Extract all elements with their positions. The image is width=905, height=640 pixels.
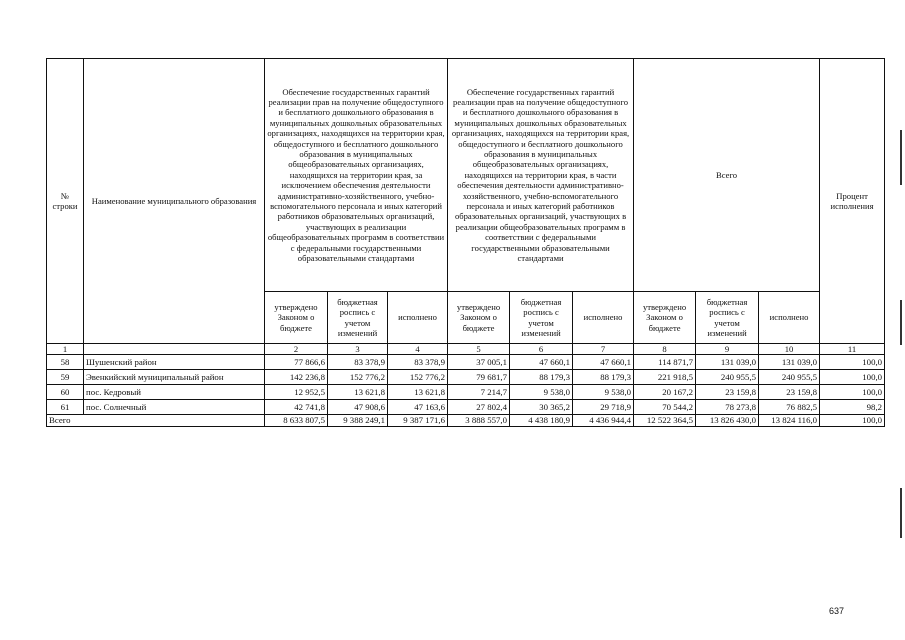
total-value: 8 633 807,5 [265, 415, 328, 426]
cell-value: 131 039,0 [696, 355, 759, 370]
column-number: 9 [696, 344, 759, 355]
cell-percent: 100,0 [820, 385, 885, 400]
cell-value: 23 159,8 [759, 385, 820, 400]
total-value: 13 824 116,0 [759, 415, 820, 426]
column-number: 8 [634, 344, 696, 355]
row-number: 61 [47, 400, 84, 415]
cell-value: 29 718,9 [573, 400, 634, 415]
header-group-preschool-guarantees: Обеспечение государственных гарантий реализации прав на получение общедоступного и бесплатного дошкольного образования в муниципальных дошкольных образовательных организациях, находящихся на территории края, общедоступного и бесплатного дошкольного образования в муниципальных общеобразовательных организациях, находящихся на территории края, за исключением обеспечения деятельности административно-хозяйственного, учебно-вспомогательного персонала и иных категорий работников образовательных организаций, участвующих в реализации общеобразовательных программ в соответствии с федеральными государственными образовательными стандартами [265, 59, 448, 292]
cell-value: 88 179,3 [510, 370, 573, 385]
subheader-approved: утверждено Законом о бюджете [265, 292, 328, 344]
budget-execution-table [46, 58, 885, 427]
municipality-name: пос. Кедровый [84, 385, 265, 400]
cell-value: 13 621,8 [388, 385, 448, 400]
header-group-total: Всего [634, 59, 820, 292]
cell-value: 78 273,8 [696, 400, 759, 415]
column-number: 7 [573, 344, 634, 355]
header-row-number: № строки [47, 59, 84, 344]
page-number: 637 [829, 606, 845, 616]
header-group-support-staff: Обеспечение государственных гарантий реализации прав на получение общедоступного и бесплатного дошкольного образования в муниципальных дошкольных образовательных организациях, находящихся на территории края, общедоступного и бесплатного дошкольного образования в муниципальных общеобразовательных организациях, находящихся на территории края, в части обеспечения деятельности административно-хозяйственного, учебно-вспомогательного персонала и иных категорий работников образовательных организаций, участвующих в реализации общеобразовательных программ в соответствии с федеральными государственными образовательными стандартами [448, 59, 634, 292]
total-value: 12 522 364,5 [634, 415, 696, 426]
subheader-executed: исполнено [388, 292, 448, 344]
scan-edge-mark [900, 300, 902, 345]
cell-value: 13 621,8 [328, 385, 388, 400]
cell-value: 27 802,4 [448, 400, 510, 415]
column-number-row [47, 344, 885, 355]
cell-value: 9 538,0 [573, 385, 634, 400]
row-number: 59 [47, 370, 84, 385]
total-value: 9 387 171,6 [388, 415, 448, 426]
cell-value: 23 159,8 [696, 385, 759, 400]
table-row [47, 400, 885, 415]
cell-value: 88 179,3 [573, 370, 634, 385]
table-row [47, 370, 885, 385]
subheader-approved: утверждено Законом о бюджете [634, 292, 696, 344]
municipality-name: пос. Солнечный [84, 400, 265, 415]
header-execution-percent: Процент исполнения [820, 59, 885, 344]
total-row [47, 415, 885, 426]
subheader-budget-schedule: бюджетная роспись с учетом изменений [328, 292, 388, 344]
cell-value: 79 681,7 [448, 370, 510, 385]
cell-value: 152 776,2 [328, 370, 388, 385]
municipality-name: Шушенский район [84, 355, 265, 370]
cell-value: 76 882,5 [759, 400, 820, 415]
cell-value: 47 908,6 [328, 400, 388, 415]
scan-edge-mark [900, 488, 902, 538]
total-label: Всего [47, 415, 265, 426]
cell-percent: 100,0 [820, 370, 885, 385]
cell-value: 142 236,8 [265, 370, 328, 385]
header-municipality-name: Наименование муниципального образования [84, 59, 265, 344]
total-value: 3 888 557,0 [448, 415, 510, 426]
cell-value: 152 776,2 [388, 370, 448, 385]
cell-value: 42 741,8 [265, 400, 328, 415]
column-number: 2 [265, 344, 328, 355]
column-number: 6 [510, 344, 573, 355]
cell-value: 221 918,5 [634, 370, 696, 385]
subheader-approved: утверждено Законом о бюджете [448, 292, 510, 344]
subheader-budget-schedule: бюджетная роспись с учетом изменений [696, 292, 759, 344]
scan-edge-mark [900, 130, 902, 185]
cell-value: 47 660,1 [510, 355, 573, 370]
cell-value: 47 660,1 [573, 355, 634, 370]
column-number: 1 [47, 344, 84, 355]
total-value: 4 436 944,4 [573, 415, 634, 426]
total-value: 13 826 430,0 [696, 415, 759, 426]
cell-value: 7 214,7 [448, 385, 510, 400]
column-number [84, 344, 265, 355]
cell-value: 77 866,6 [265, 355, 328, 370]
cell-value: 114 871,7 [634, 355, 696, 370]
column-number: 3 [328, 344, 388, 355]
total-value: 9 388 249,1 [328, 415, 388, 426]
column-number: 10 [759, 344, 820, 355]
cell-value: 70 544,2 [634, 400, 696, 415]
cell-value: 240 955,5 [759, 370, 820, 385]
row-number: 60 [47, 385, 84, 400]
cell-percent: 100,0 [820, 355, 885, 370]
cell-value: 20 167,2 [634, 385, 696, 400]
column-number: 11 [820, 344, 885, 355]
subheader-executed: исполнено [759, 292, 820, 344]
table-row [47, 355, 885, 370]
cell-value: 240 955,5 [696, 370, 759, 385]
total-value: 4 438 180,9 [510, 415, 573, 426]
municipality-name: Эвенкийский муниципальный район [84, 370, 265, 385]
table-row [47, 385, 885, 400]
cell-percent: 98,2 [820, 400, 885, 415]
cell-value: 30 365,2 [510, 400, 573, 415]
cell-value: 83 378,9 [328, 355, 388, 370]
subheader-budget-schedule: бюджетная роспись с учетом изменений [510, 292, 573, 344]
cell-value: 131 039,0 [759, 355, 820, 370]
subheader-executed: исполнено [573, 292, 634, 344]
cell-value: 12 952,5 [265, 385, 328, 400]
row-number: 58 [47, 355, 84, 370]
column-number: 5 [448, 344, 510, 355]
cell-value: 9 538,0 [510, 385, 573, 400]
cell-value: 37 005,1 [448, 355, 510, 370]
total-percent: 100,0 [820, 415, 885, 426]
cell-value: 47 163,6 [388, 400, 448, 415]
column-number: 4 [388, 344, 448, 355]
cell-value: 83 378,9 [388, 355, 448, 370]
